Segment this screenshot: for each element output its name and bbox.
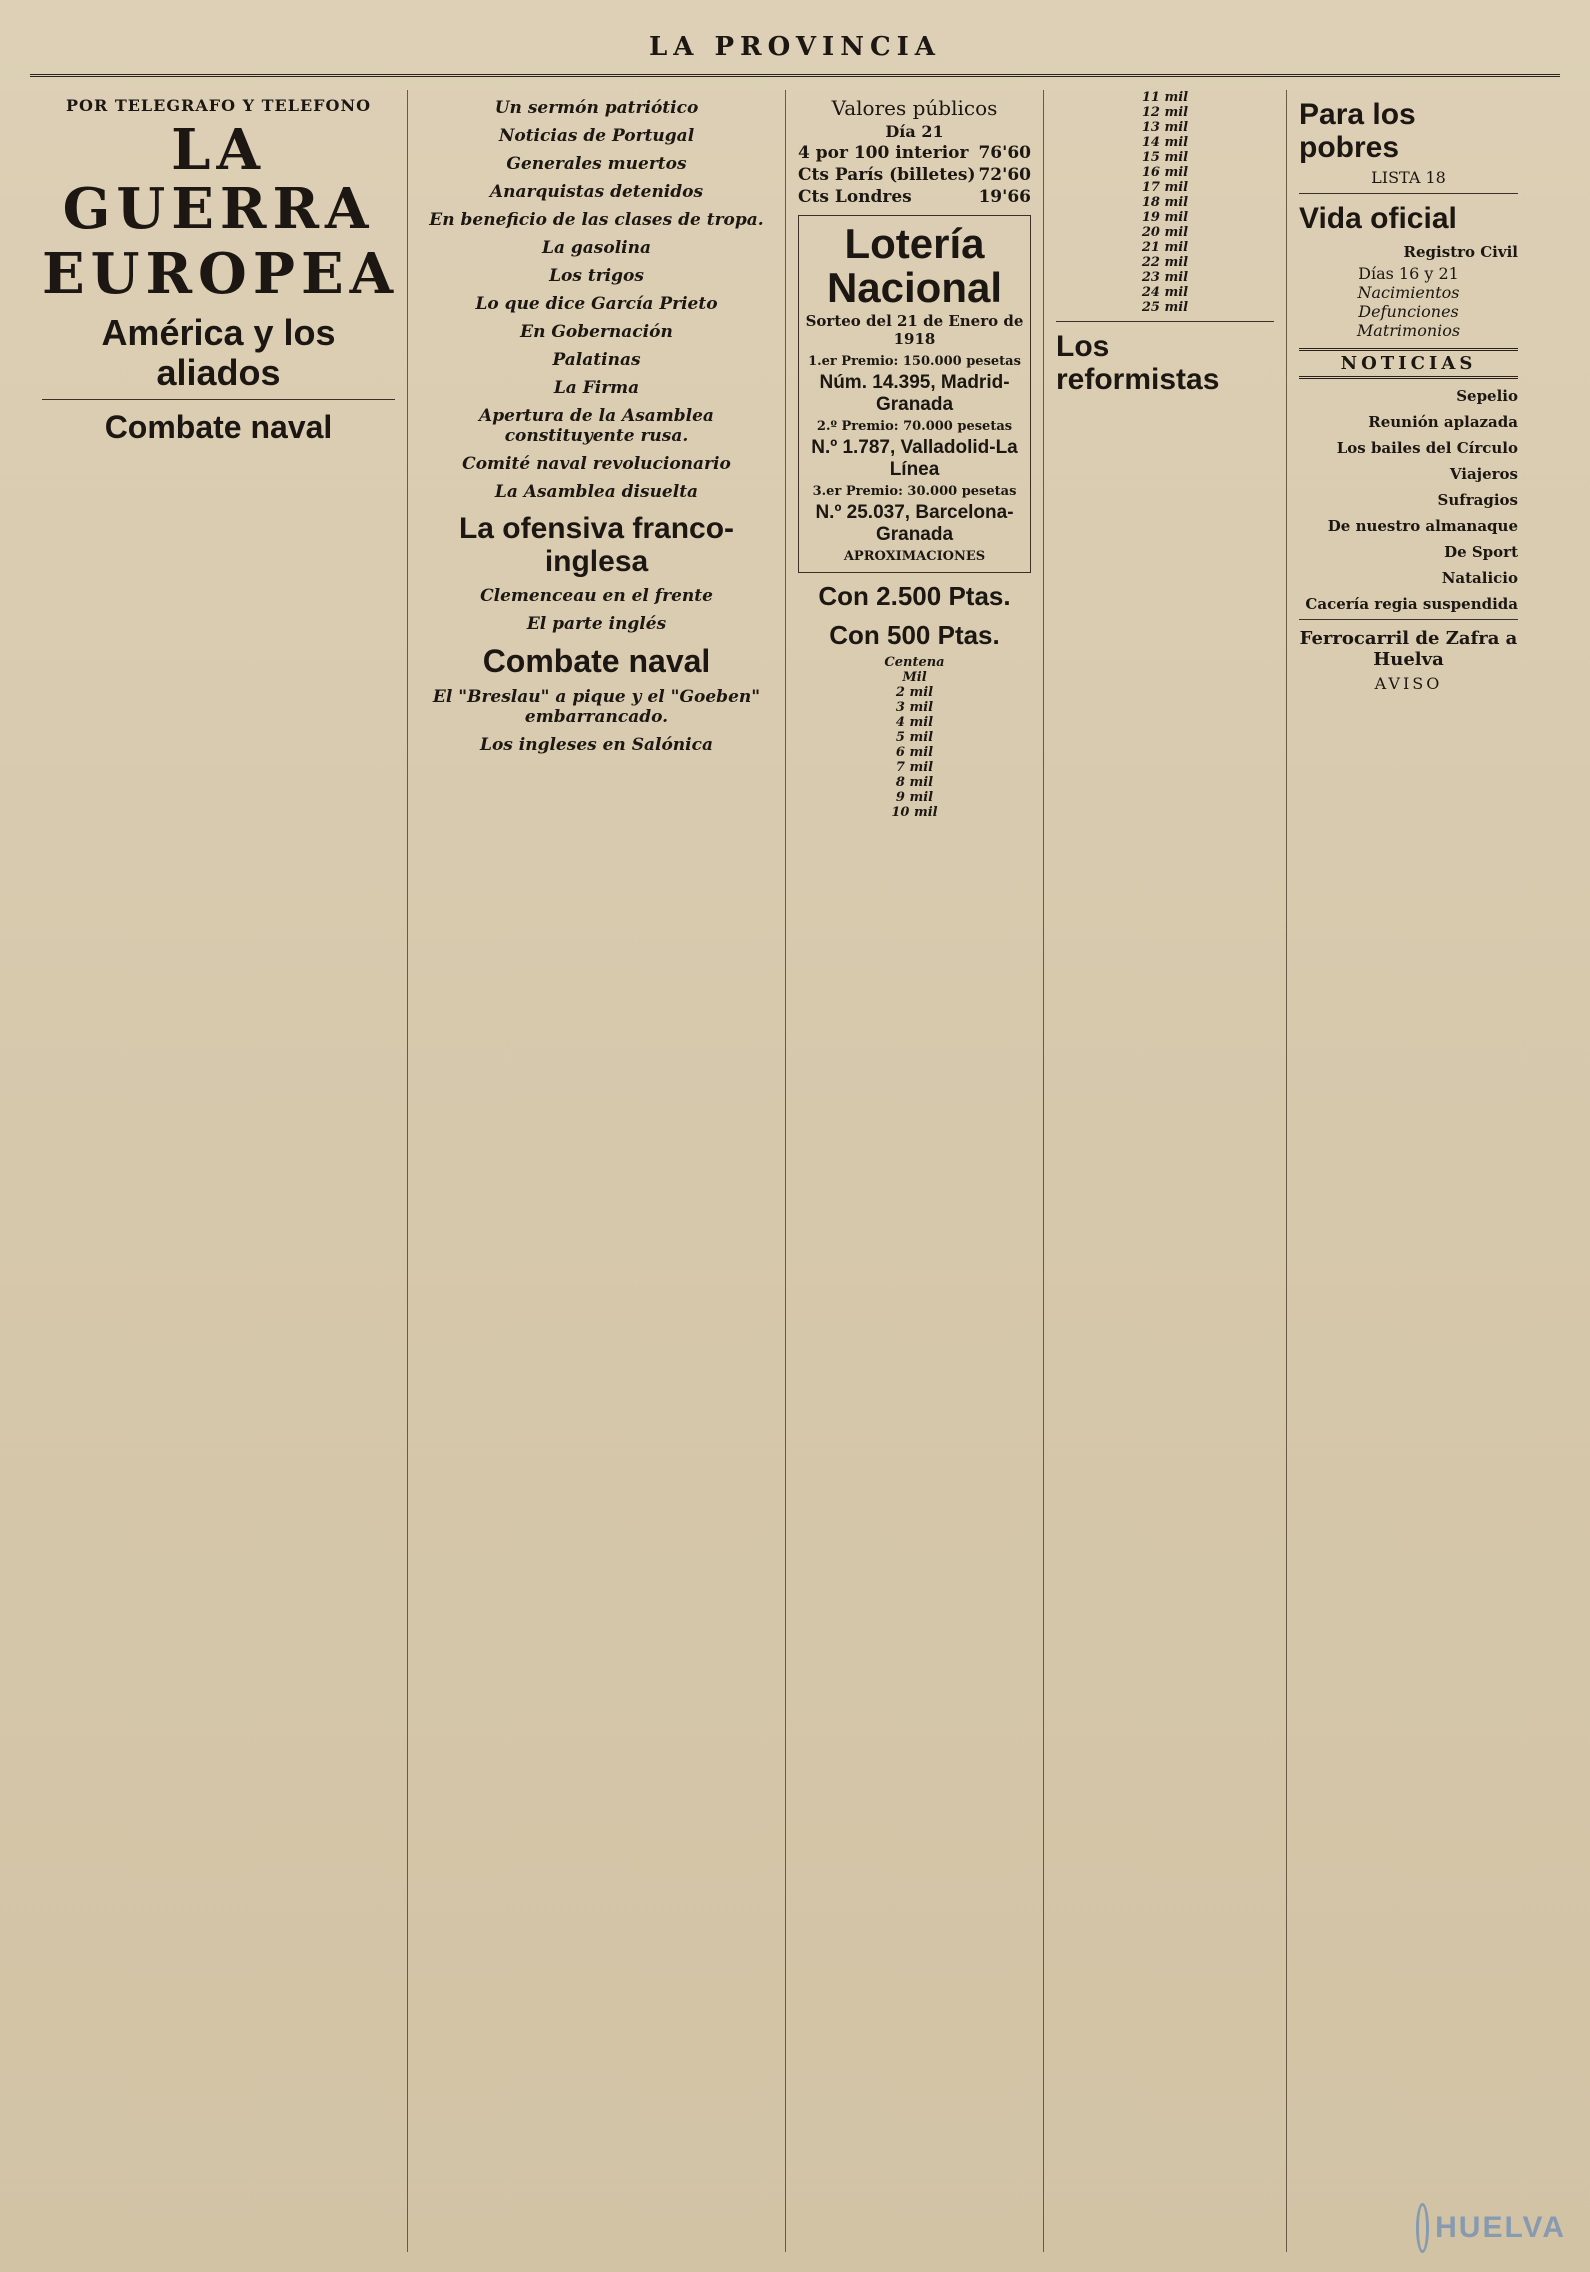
mil-label: 21 mil <box>1141 240 1189 255</box>
headline-para-los-pobres: Para los pobres <box>1299 98 1416 164</box>
prize-3: 3.er Premio: 30.000 pesetas <box>812 484 1017 500</box>
subhead: Palatinas <box>552 350 641 370</box>
subhead: Noticias de Portugal <box>498 126 695 146</box>
mil-label: 15 mil <box>1141 150 1189 165</box>
headline-ferrocarril: Ferrocarril de Zafra a Huelva <box>1299 628 1518 670</box>
subhead: Comité naval revolucionario <box>462 454 731 474</box>
valores-dia: Día 21 <box>885 122 944 141</box>
subhead: Generales muertos <box>506 154 687 174</box>
loteria-sub: Sorteo del 21 de Enero de 1918 <box>805 312 1024 349</box>
valores-row <box>798 165 1031 185</box>
dias: Días 16 y 21 <box>1358 264 1459 283</box>
noticia-head: Viajeros <box>1449 465 1518 483</box>
pta-2500-head: Con 2.500 Ptas. <box>818 581 1011 612</box>
registro-civil: Registro Civil <box>1403 243 1518 261</box>
column-2 <box>408 90 786 2252</box>
headline-reformistas: Los reformistas <box>1056 330 1220 396</box>
subhead: En Gobernación <box>520 322 673 342</box>
divider <box>42 399 395 400</box>
val-label: Cts París (billetes) <box>798 165 976 185</box>
headline-ofensiva: La ofensiva franco-inglesa <box>458 512 735 578</box>
subhead: La Firma <box>553 378 640 398</box>
val-value: 19'66 <box>978 187 1031 207</box>
aviso: AVISO <box>1374 674 1443 693</box>
headline-vida-oficial: Vida oficial <box>1299 202 1457 235</box>
kicker: POR TELEGRAFO Y TELEFONO <box>65 96 372 115</box>
headline-combate-naval: Combate naval <box>104 408 333 445</box>
subhead: Los trigos <box>549 266 644 286</box>
mil-label: 16 mil <box>1141 165 1189 180</box>
subhead: Los ingleses en Salónica <box>479 735 713 756</box>
mil-label: 9 mil <box>895 790 934 806</box>
noticia-head: Cacería regia suspendida <box>1305 595 1518 613</box>
noticia-head: Sepelio <box>1456 387 1518 405</box>
prize-2-num: N.º 1.787, Valladolid-La Línea <box>811 437 1018 481</box>
mil-label: 19 mil <box>1141 210 1189 225</box>
matrimonios: Matrimonios <box>1356 321 1461 340</box>
val-label: Cts Londres <box>798 187 912 207</box>
subhead: El parte inglés <box>526 614 667 634</box>
seal-icon <box>1416 2203 1429 2253</box>
noticias-head: NOTICIAS <box>1299 348 1518 379</box>
mil-label: 17 mil <box>1141 180 1189 195</box>
subhead: Clemenceau en el frente <box>480 586 713 606</box>
headline-america: América y los aliados <box>101 312 336 393</box>
defunciones: Defunciones <box>1358 302 1459 321</box>
masthead: LA PROVINCIA <box>30 20 1560 77</box>
mil-label: 20 mil <box>1141 225 1189 240</box>
mil-label: 12 mil <box>1141 105 1189 120</box>
subhead: Un sermón patriótico <box>494 98 699 118</box>
noticia-head: Reunión aplazada <box>1368 413 1518 431</box>
mil-label: 7 mil <box>895 760 934 776</box>
mil-label: 18 mil <box>1141 195 1189 210</box>
mil-label: 6 mil <box>895 745 934 761</box>
subhead: Anarquistas detenidos <box>489 182 704 202</box>
headline-combate-naval-2: Combate naval <box>482 643 711 679</box>
mil-label: 2 mil <box>895 685 934 701</box>
watermark-logo <box>1416 2200 1566 2256</box>
mil-label: 22 mil <box>1141 255 1189 270</box>
valores-row <box>798 187 1031 207</box>
subhead: El "Breslau" a pique y el "Goeben" embarrancado. <box>432 687 761 728</box>
subhead: En beneficio de las clases de tropa. <box>429 210 764 230</box>
mil-label: 11 mil <box>1141 90 1189 105</box>
subhead: La gasolina <box>542 238 651 258</box>
nacimientos: Nacimientos <box>1357 283 1460 302</box>
centena-label: Centena <box>884 655 945 671</box>
val-label: 4 por 100 interior <box>798 143 969 163</box>
mil-label: 3 mil <box>895 700 934 716</box>
column-3 <box>786 90 1044 2252</box>
noticia-head: De nuestro almanaque <box>1327 517 1518 535</box>
mil-label: 10 mil <box>891 805 938 821</box>
noticia-head: Natalicio <box>1441 569 1518 587</box>
loteria-head: Lotería Nacional <box>826 220 1003 312</box>
column-5 <box>1287 90 1530 2252</box>
noticia-head: Sufragios <box>1437 491 1518 509</box>
valores-head: Valores públicos <box>831 96 998 120</box>
mil-label: 8 mil <box>895 775 934 791</box>
mil-label: 24 mil <box>1141 285 1189 300</box>
loteria-box <box>798 215 1031 573</box>
noticia-head: Los bailes del Círculo <box>1336 439 1518 457</box>
subhead: Apertura de la Asamblea constituyente rusa. <box>479 406 714 446</box>
divider <box>1056 321 1274 322</box>
noticia-head: De Sport <box>1444 543 1518 561</box>
divider <box>1299 193 1518 194</box>
aprox-head: APROXIMACIONES <box>843 549 986 565</box>
lista: LISTA 18 <box>1371 168 1446 187</box>
mil-label: Mil <box>902 670 927 686</box>
mil-label: 5 mil <box>895 730 934 746</box>
headline-la-guerra: LA GUERRA <box>62 117 375 242</box>
prize-2: 2.º Premio: 70.000 pesetas <box>816 419 1013 435</box>
watermark-text: HUELVA <box>1435 2211 1566 2244</box>
pta-500-head: Con 500 Ptas. <box>829 620 1000 651</box>
prize-3-num: N.º 25.037, Barcelona-Granada <box>815 502 1014 546</box>
divider <box>1299 619 1518 620</box>
prize-1-num: Núm. 14.395, Madrid-Granada <box>819 372 1010 416</box>
subhead: La Asamblea disuelta <box>494 482 699 502</box>
subhead: Lo que dice García Prieto <box>475 294 718 314</box>
column-1 <box>30 90 408 2252</box>
columns <box>30 90 1560 2252</box>
col4-mil-list <box>1056 90 1274 315</box>
mil-label: 4 mil <box>895 715 934 731</box>
headline-europea: EUROPEA <box>42 240 400 307</box>
column-4 <box>1044 90 1287 2252</box>
col3-mil-list <box>798 670 1031 820</box>
valores-row <box>798 143 1031 163</box>
prize-1: 1.er Premio: 150.000 pesetas <box>808 354 1021 370</box>
val-value: 76'60 <box>978 143 1031 163</box>
mil-label: 23 mil <box>1141 270 1189 285</box>
mil-label: 13 mil <box>1141 120 1189 135</box>
mil-label: 25 mil <box>1141 300 1189 315</box>
mil-label: 14 mil <box>1141 135 1189 150</box>
val-value: 72'60 <box>978 165 1031 185</box>
